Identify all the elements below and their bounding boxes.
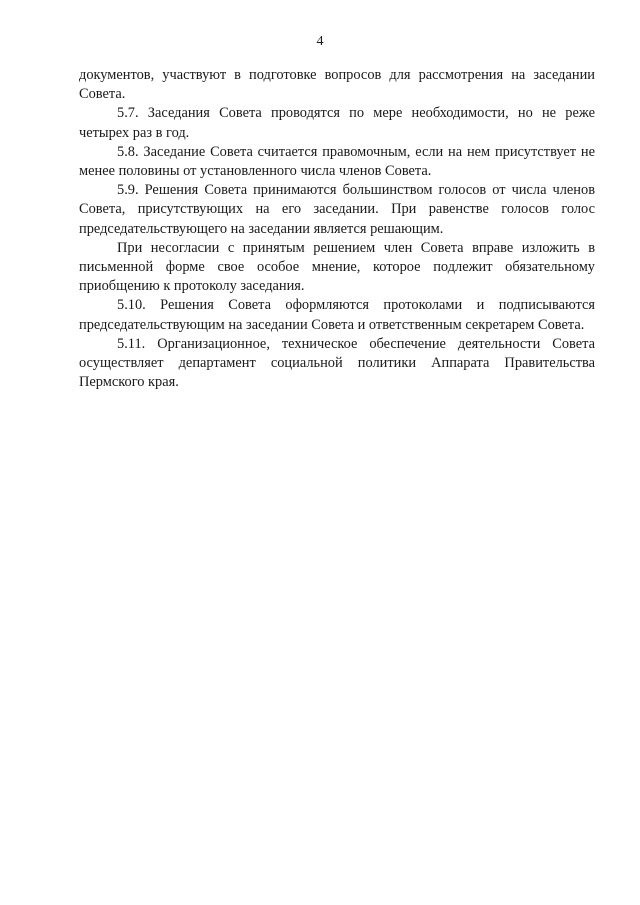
paragraph-dissent: При несогласии с принятым решением член Совета вправе изложить в письменной форме свое особое мнение, которое подлежит обязательному приобщению к протоколу заседания. — [79, 239, 595, 295]
paragraph-5-10: 5.10. Решения Совета оформляются протоколами и подписываются председательствующим на заседании Совета и ответственным секретарем Совета. — [79, 297, 595, 333]
page-number: 4 — [316, 34, 324, 49]
document-body — [79, 66, 595, 392]
paragraph-5-11: 5.11. Организационное, техническое обеспечение деятельности Совета осуществляет департамент социальной политики Аппарата Правительства Пермского края. — [79, 335, 595, 391]
paragraph-5-8: 5.8. Заседание Совета считается правомочным, если на нем присутствует не менее половины от установленного числа членов Совета. — [79, 143, 595, 180]
paragraph-5-7: 5.7. Заседания Совета проводятся по мере необходимости, но не реже четырех раз в год. — [79, 105, 595, 141]
paragraph-continuation: документов, участвуют в подготовке вопросов для рассмотрения на заседании Совета. — [79, 67, 595, 103]
paragraph-5-9: 5.9. Решения Совета принимаются большинством голосов от числа членов Совета, присутствующих на его заседании. При равенстве голосов голос председательствующего на заседании является решающим. — [79, 182, 595, 237]
